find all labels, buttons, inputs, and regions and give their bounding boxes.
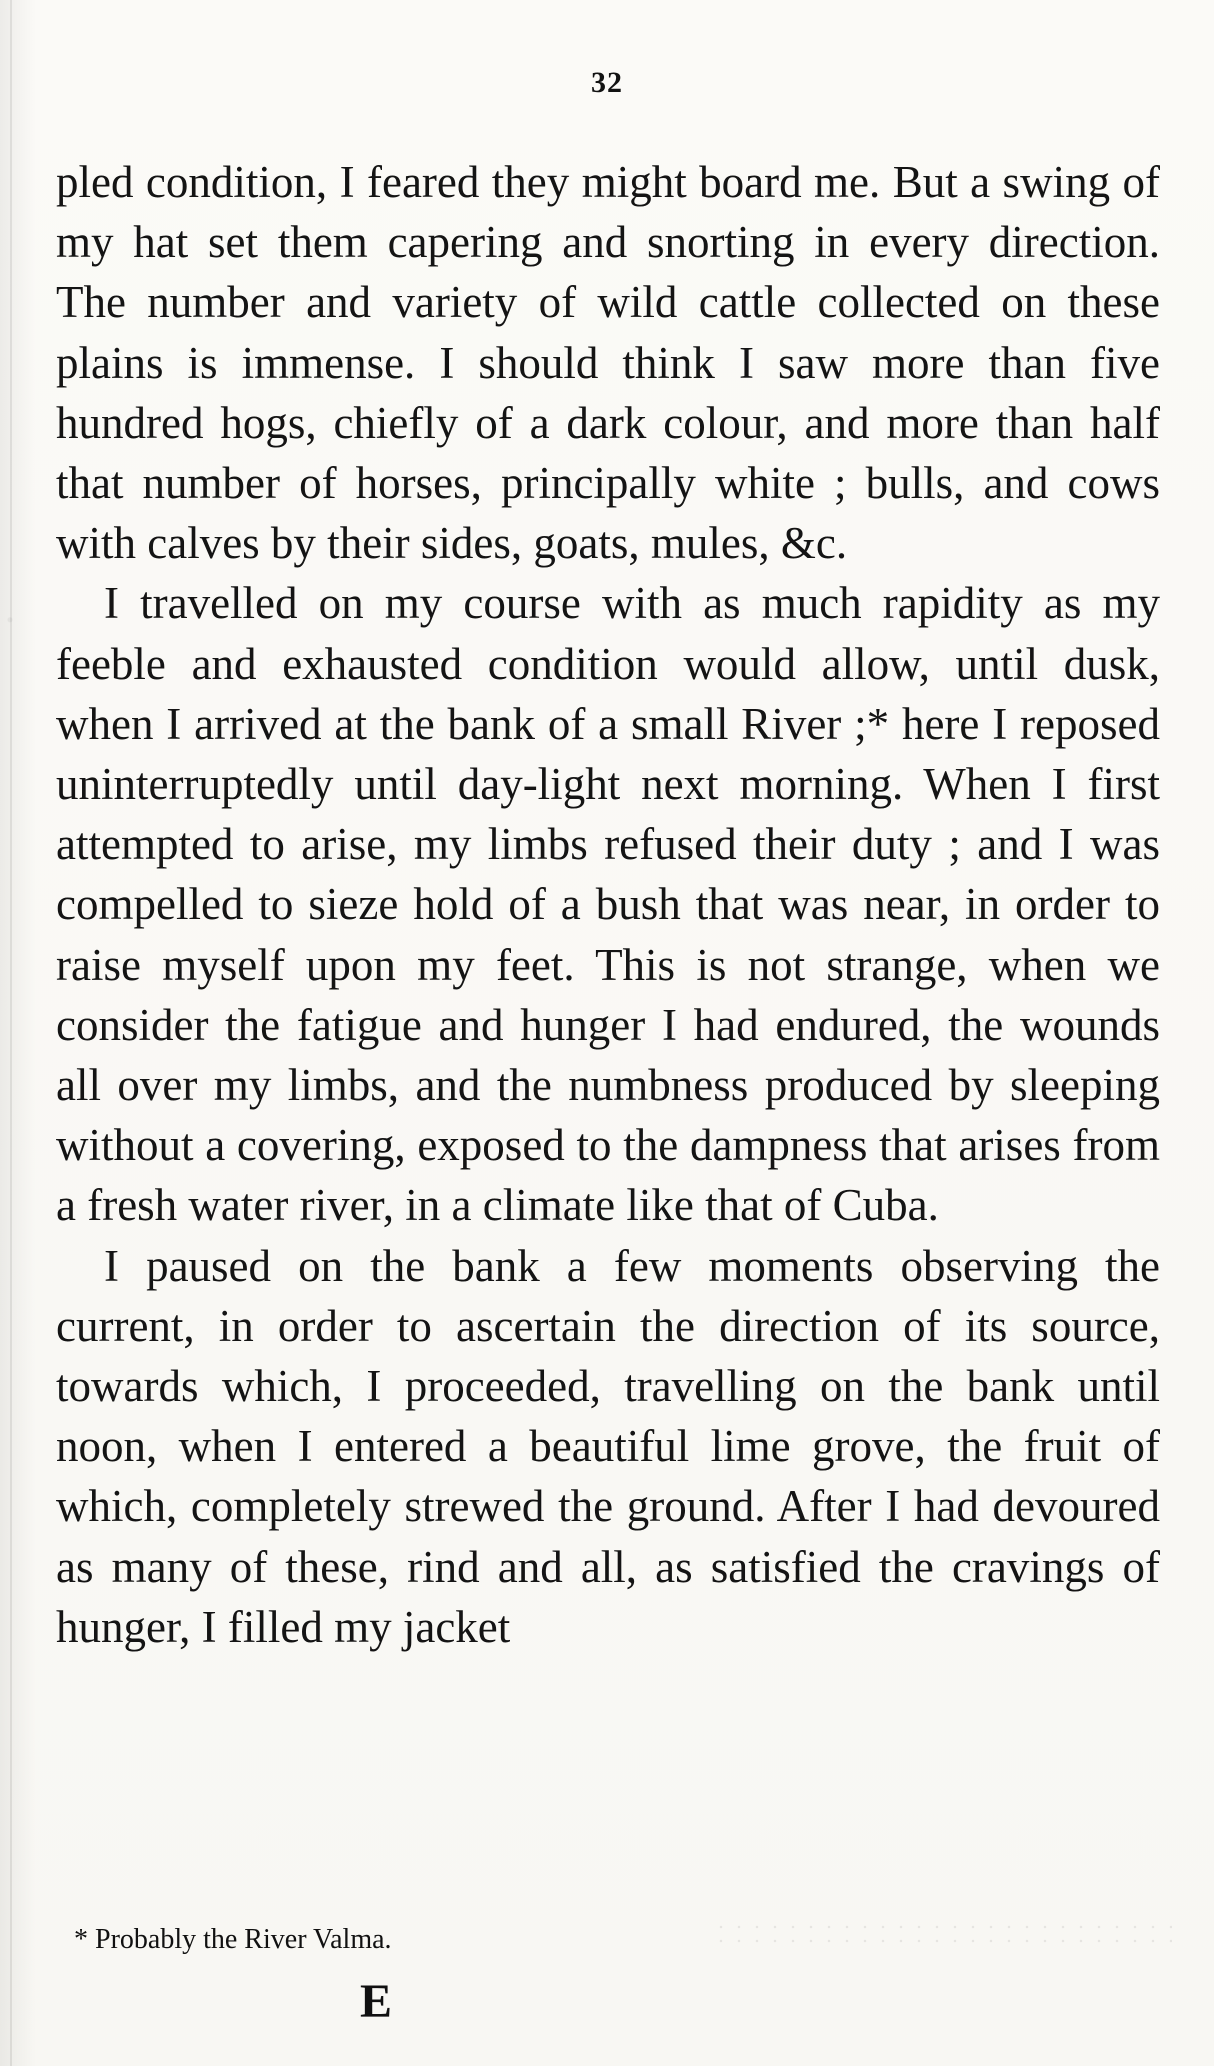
paragraph-3: I paused on the bank a few moments observing the current, in order to ascertain the direction of its source, towards which, I proceeded, travelling on the bank until noon, when I entered a beautiful lime grove, the fruit of which, completely strewed the ground. After I had devoured as many of these, rind and all, as satisfied the cravings of hunger, I filled my jacket	[56, 1240, 1160, 1652]
footnote: * Probably the River Valma.	[74, 1924, 392, 1955]
page-number: 32	[591, 66, 623, 99]
paragraph-2: I travelled on my course with as much rapidity as my feeble and exhausted condition would allow, until dusk, when I arrived at the bank of a small River ;* here I reposed uninterruptedly until day-light next morning. When I first attempted to arise, my limbs refused their duty ; and I was compelled to sieze hold of a bush that was near, in order to raise myself upon my feet. This is not strange, when we consider the fatigue and hunger I had endured, the wounds all over my limbs, and the numbness produced by sleeping without a covering, exposed to the dampness that arises from a fresh water river, in a climate like that of Cuba.	[56, 578, 1160, 1231]
signature-mark: E	[360, 1975, 393, 2028]
page-left-edge	[0, 0, 36, 2066]
body-text	[56, 152, 1160, 1657]
page-speckle-decoration	[712, 1920, 1172, 1948]
paragraph-1: pled condition, I feared they might board me. But a swing of my hat set them capering and snorting in every direction. The number and variety of wild cattle collected on these plains is immense. I should think I saw more than five hundred hogs, chiefly of a dark colour, and more than half that number of horses, principally white ; bulls, and cows with calves by their sides, goats, mules, &c.	[56, 157, 1160, 569]
